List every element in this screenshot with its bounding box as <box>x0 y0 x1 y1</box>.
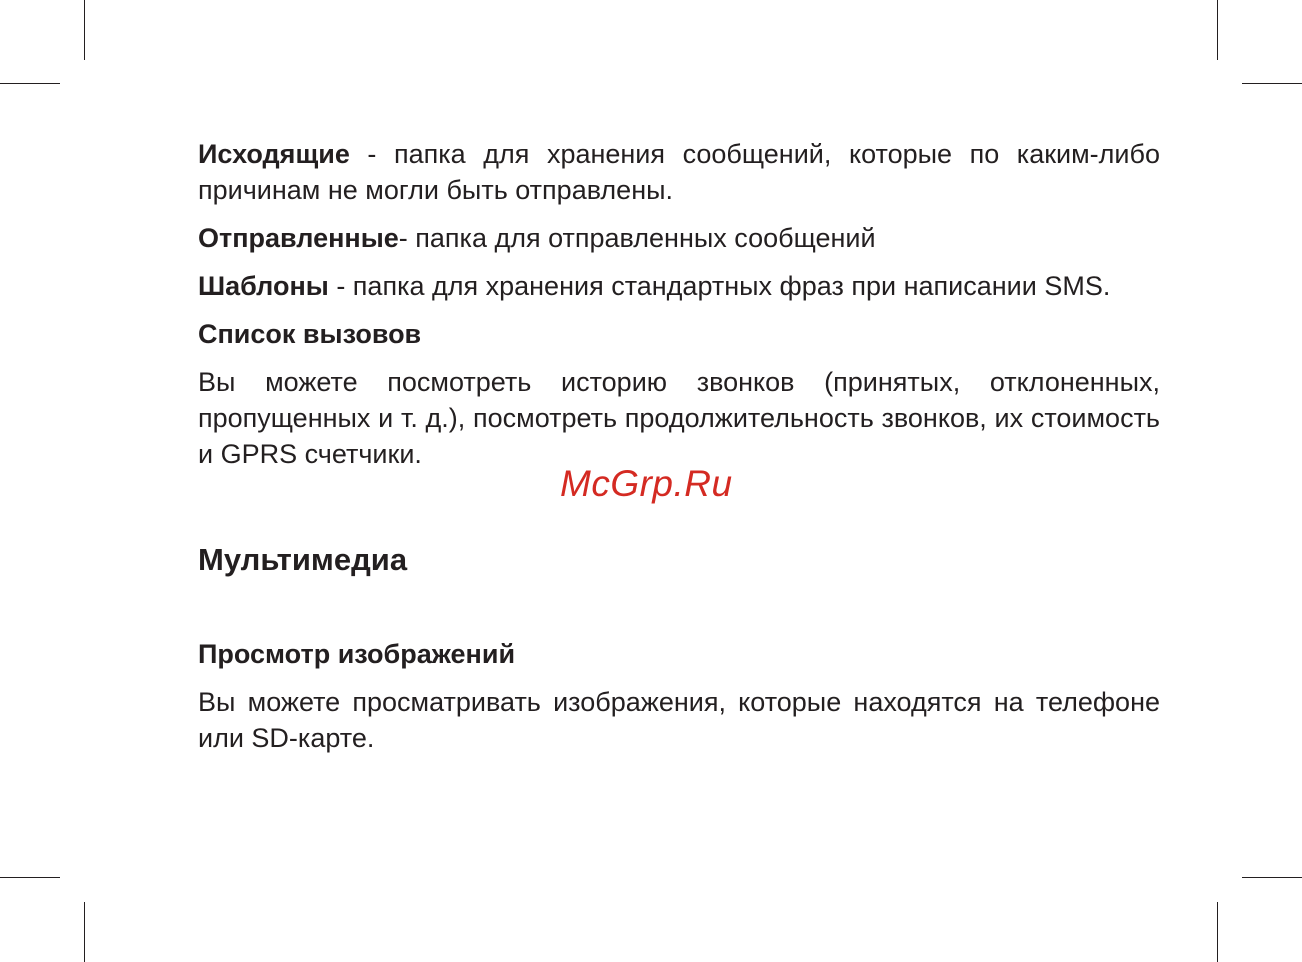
paragraph-outgoing <box>198 136 1160 208</box>
heading-image-viewer: Просмотр изображений <box>198 639 516 669</box>
watermark-logo: McGrp.Ru <box>560 463 733 504</box>
paragraph-sent <box>198 220 1160 256</box>
text-outgoing: - папка для хранения сообщений, которые по каким-либо причинам не могли быть отправлены. <box>198 139 1160 205</box>
crop-mark <box>1242 877 1302 878</box>
term-outgoing: Исходящие <box>198 139 350 169</box>
crop-mark <box>1242 83 1302 84</box>
heading-call-log: Список вызовов <box>198 319 422 349</box>
page-content <box>198 136 1160 756</box>
crop-mark <box>84 0 85 60</box>
crop-mark <box>1217 0 1218 60</box>
term-sent: Отправленные <box>198 223 399 253</box>
crop-mark <box>0 83 60 84</box>
text-templates: - папка для хранения стандартных фраз при написании SMS. <box>328 271 1111 301</box>
crop-mark <box>84 902 85 962</box>
section-title-multimedia: Мультимедиа <box>198 542 408 577</box>
paragraph-image-viewer: Вы можете просматривать изображения, которые находятся на телефоне или SD-карте. <box>198 687 1160 753</box>
paragraph-templates <box>198 268 1160 304</box>
text-sent: - папка для отправленных сообщений <box>398 223 876 253</box>
crop-mark <box>0 877 60 878</box>
term-templates: Шаблоны <box>198 271 329 301</box>
crop-mark <box>1217 902 1218 962</box>
paragraph-call-log: Вы можете посмотреть историю звонков (принятых, отклоненных, пропущенных и т. д.), посмотреть продолжительность звонков, их стоимость и GPRS счетчики. <box>198 367 1160 469</box>
